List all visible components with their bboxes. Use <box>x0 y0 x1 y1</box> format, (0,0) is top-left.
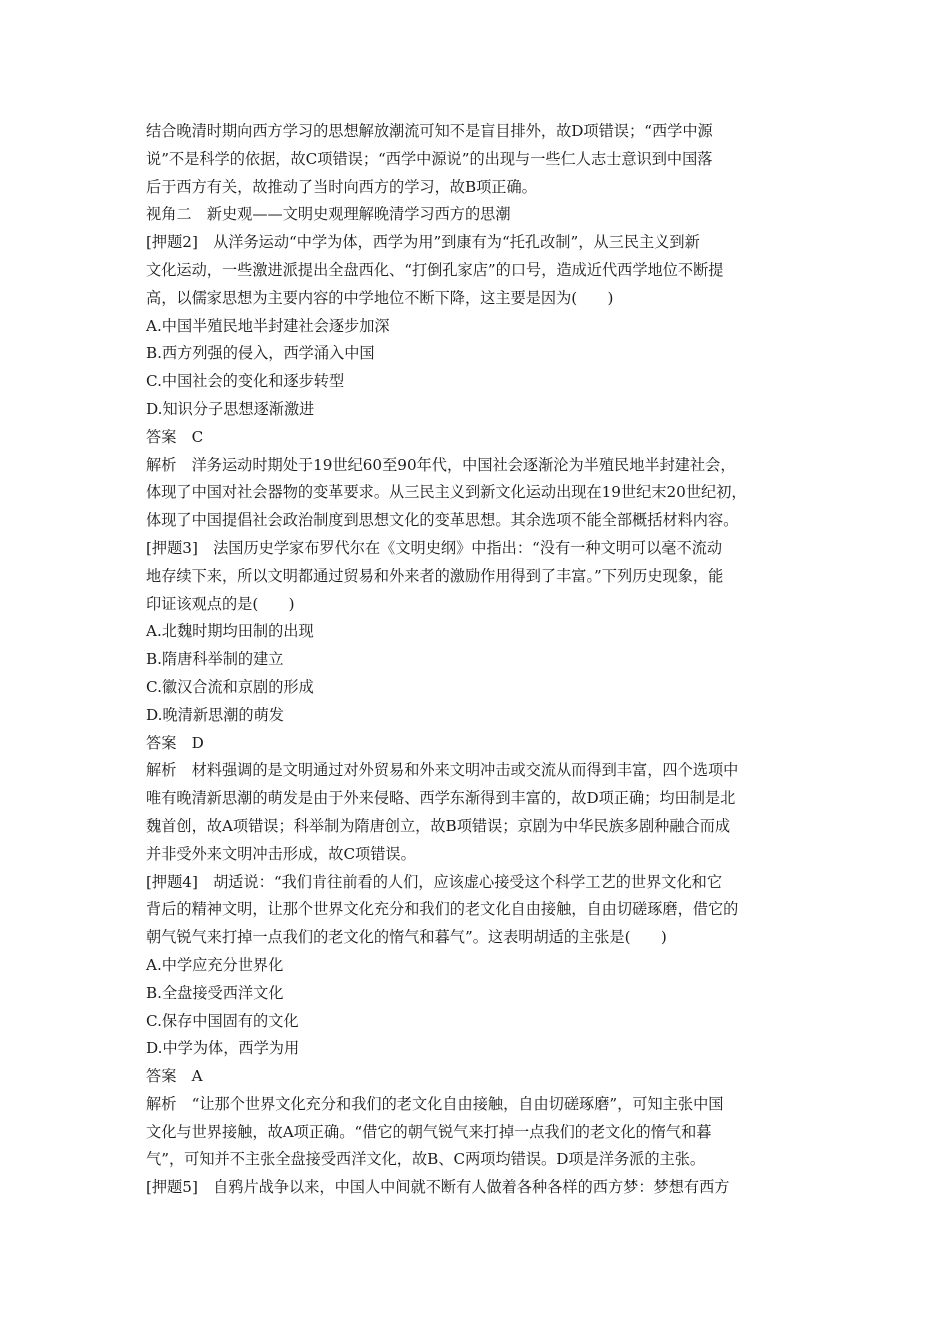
text-line: 体现了中国提倡社会政治制度到思想文化的变革思想。其余选项不能全部概括材料内容。 <box>146 511 739 530</box>
option-b: B.隋唐科举制的建立 <box>146 650 284 669</box>
text-line: 印证该观点的是( ) <box>146 594 295 613</box>
text-line: 唯有晚清新思潮的萌发是由于外来侵略、西学东渐得到丰富的，故D项正确；均田制是北 <box>146 789 736 808</box>
text-line: 并非受外来文明冲击形成，故C项错误。 <box>146 844 416 863</box>
option-b: B.全盘接受西洋文化 <box>146 983 284 1002</box>
text-line: 文化运动，一些激进派提出全盘西化、“打倒孔家店”的口号，造成近代西学地位不断提 <box>146 260 724 279</box>
text-line: 高，以儒家思想为主要内容的中学地位不断下降，这主要是因为( ) <box>146 288 614 307</box>
analysis-line: 解析 “让那个世界文化充分和我们的老文化自由接触，自由切磋琢磨”，可知主张中国 <box>146 1094 724 1113</box>
answer-line: 答案 C <box>146 427 204 446</box>
text-line: 体现了中国对社会器物的变革要求。从三民主义到新文化运动出现在19世纪末20世纪初， <box>146 483 747 502</box>
question-line: [押题5] 自鸦片战争以来，中国人中间就不断有人做着各种各样的西方梦：梦想有西方 <box>146 1178 730 1197</box>
option-c: C.徽汉合流和京剧的形成 <box>146 677 314 696</box>
text-line: 地存续下来，所以文明都通过贸易和外来者的激励作用得到了丰富。”下列历史现象，能 <box>146 566 724 585</box>
option-a: A.中国半殖民地半封建社会逐步加深 <box>146 316 390 335</box>
text-line: 结合晚清时期向西方学习的思想解放潮流可知不是盲目排外，故D项错误；“西学中源 <box>146 122 713 140</box>
question-line: [押题3] 法国历史学家布罗代尔在《文明史纲》中指出：“没有一种文明可以毫不流动 <box>146 538 723 557</box>
option-a: A.中学应充分世界化 <box>146 955 284 974</box>
option-a: A.北魏时期均田制的出现 <box>146 622 314 641</box>
answer-line: 答案 A <box>146 1067 203 1086</box>
option-d: D.晚清新思潮的萌发 <box>146 705 284 724</box>
answer-line: 答案 D <box>146 733 204 752</box>
question-line: [押题2] 从洋务运动“中学为体，西学为用”到康有为“托孔改制”，从三民主义到新 <box>146 233 700 252</box>
text-line: 背后的精神文明，让那个世界文化充分和我们的老文化自由接触，自由切磋琢磨，借它的 <box>146 900 739 919</box>
option-c: C.保存中国固有的文化 <box>146 1011 299 1030</box>
text-line: 朝气锐气来打掉一点我们的老文化的惰气和暮气”。这表明胡适的主张是( ) <box>146 928 667 947</box>
text-line: 魏首创，故A项错误；科举制为隋唐创立，故B项错误；京剧为中华民族多剧种融合而成 <box>146 816 731 835</box>
analysis-line: 解析 材料强调的是文明通过对外贸易和外来文明冲击或交流从而得到丰富，四个选项中 <box>146 761 739 780</box>
text-line: 气”，可知并不主张全盘接受西洋文化，故B、C两项均错误。D项是洋务派的主张。 <box>146 1150 706 1169</box>
option-d: D.知识分子思想逐渐激进 <box>146 399 315 418</box>
option-d: D.中学为体，西学为用 <box>146 1039 300 1058</box>
option-c: C.中国社会的变化和逐步转型 <box>146 372 345 391</box>
text-line: 说”不是科学的依据，故C项错误；“西学中源说”的出现与一些仁人志士意识到中国落 <box>146 149 713 168</box>
document-body <box>146 118 816 1202</box>
analysis-line: 解析 洋务运动时期处于19世纪60至90年代，中国社会逐渐沦为半殖民地半封建社会， <box>146 455 736 474</box>
option-b: B.西方列强的侵入，西学涌入中国 <box>146 344 375 363</box>
section-heading: 视角二 新史观——文明史观理解晚清学习西方的思潮 <box>146 205 511 224</box>
text-line: 后于西方有关，故推动了当时向西方的学习，故B项正确。 <box>146 177 537 196</box>
question-line: [押题4] 胡适说：“我们肯往前看的人们，应该虚心接受这个科学工艺的世界文化和它 <box>146 872 723 891</box>
text-line: 文化与世界接触，故A项正确。“借它的朝气锐气来打掉一点我们的老文化的惰气和暮 <box>146 1122 712 1141</box>
